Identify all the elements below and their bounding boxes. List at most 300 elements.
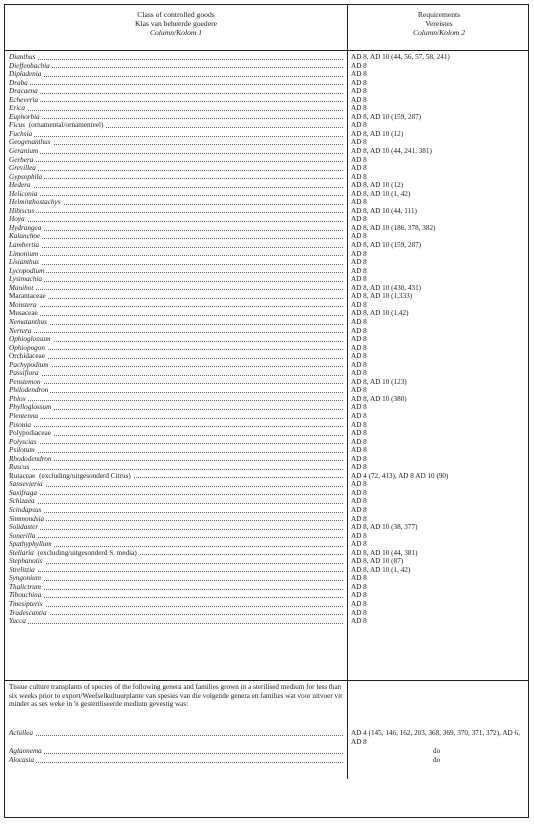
- goods-class-name: Sonerilla: [9, 531, 36, 540]
- requirement-cell: AD 4 (72, 413), AD 8 AD 10 (90): [351, 471, 449, 480]
- table-row: [5, 446, 530, 455]
- goods-class-name: Ophiopogon: [9, 343, 45, 352]
- goods-class-name: Stellaria: [9, 548, 34, 557]
- requirement-cell: AD 8: [351, 369, 367, 378]
- goods-class-cell: [9, 104, 343, 113]
- column-2-header: [348, 10, 530, 37]
- table-row: [5, 429, 530, 438]
- goods-class-name: Marantaceae: [9, 292, 46, 301]
- requirement-cell: AD 8: [351, 591, 367, 600]
- dot-leader: [9, 59, 343, 60]
- goods-class-cell: [9, 241, 343, 250]
- requirement-cell: AD 8: [351, 164, 367, 173]
- goods-class-name: Stephanotis: [9, 557, 43, 566]
- requirement-cell: AD 4 (145, 146, 162, 203, 368, 369, 370, 371, 372), AD 6, AD 8: [351, 729, 520, 746]
- goods-class-cell: [9, 480, 343, 489]
- requirement-cell: AD 8: [351, 317, 367, 326]
- dot-leader: [9, 349, 343, 350]
- table-row: [5, 224, 530, 233]
- dot-leader: [9, 153, 343, 154]
- goods-class-name: Strelitzia: [9, 565, 35, 574]
- table-row: [5, 591, 530, 600]
- goods-class-name: Nematanthus: [9, 317, 47, 326]
- table-row: [5, 549, 530, 558]
- table-row: [5, 87, 530, 96]
- dot-leader: [9, 298, 343, 299]
- table-row: [5, 275, 530, 284]
- requirement-cell: AD 8, AD 10 (1, 42): [351, 189, 411, 198]
- goods-class-name: Penstemon: [9, 377, 41, 386]
- goods-class-name: Schizaea: [9, 497, 35, 506]
- table-row: [5, 480, 530, 489]
- goods-class-cell: [9, 147, 343, 156]
- ditto-mark: do: [433, 756, 441, 765]
- table-row: [5, 301, 530, 310]
- goods-class-cell: [9, 369, 343, 378]
- goods-class-name: Limonium: [9, 249, 39, 258]
- goods-class-cell: [9, 292, 343, 301]
- requirement-cell: AD 8: [351, 608, 367, 617]
- requirement-cell: AD 8, AD 10 (123): [351, 377, 407, 386]
- goods-class-name: Philodendron: [9, 386, 49, 395]
- requirement-cell: AD 8: [351, 249, 367, 258]
- goods-class-name: Spathyphyllum: [9, 540, 52, 549]
- requirement-cell: AD 8, AD 10 (12): [351, 129, 404, 138]
- requirement-cell: AD 8, AD 10 (1,42): [351, 309, 409, 318]
- goods-class-name: Geogenanthus: [9, 138, 51, 147]
- goods-class-name: Tmesipteris: [9, 600, 43, 608]
- requirement-cell: AD 8: [351, 343, 367, 352]
- requirement-cell: AD 8: [351, 505, 367, 514]
- dot-leader: [9, 383, 343, 384]
- tissue-culture-intro: Tissue culture transplants of species of the following genera and families grown in a sterilised medium for less than six weeks prior to export/Weefselkultuurplante van spesies van die volgende genera en families wat voor uitvoer vir minder as ses weke in 'n gesteriliseerde medium gevestig was:: [9, 683, 343, 709]
- table-row: [5, 489, 530, 498]
- requirement-cell: AD 8: [351, 446, 367, 455]
- dot-leader: [9, 494, 343, 495]
- goods-class-cell: [9, 138, 343, 147]
- table-row: [5, 756, 530, 765]
- dot-leader: [9, 101, 343, 102]
- dot-leader: [9, 503, 343, 504]
- goods-class-cell: [9, 53, 343, 62]
- table-row: [5, 232, 530, 241]
- goods-class-cell: [9, 557, 343, 566]
- goods-class-name: Nertera: [9, 326, 32, 335]
- goods-class-name: Gypsophila: [9, 172, 43, 181]
- dot-leader: [9, 118, 343, 119]
- goods-class-name: Achillea: [9, 729, 33, 737]
- table-row: [5, 284, 530, 293]
- dot-leader: [9, 247, 343, 248]
- goods-class-cell: [9, 609, 343, 618]
- goods-class-cell: [9, 463, 343, 472]
- table-row: [5, 96, 530, 105]
- goods-class-cell: [9, 617, 343, 626]
- column-2-number: Column/Kolom 2: [412, 28, 466, 37]
- table-row: [5, 147, 530, 156]
- dot-leader: [9, 435, 343, 436]
- requirement-cell: AD 8: [351, 70, 367, 79]
- goods-class-cell: [9, 489, 343, 498]
- goods-class-name: Pientenna: [9, 411, 39, 420]
- table-row: [5, 395, 530, 404]
- goods-class-cell: [9, 87, 343, 96]
- table-row: [5, 378, 530, 387]
- goods-class-cell: [9, 472, 343, 481]
- requirement-cell: AD 8: [351, 95, 367, 104]
- goods-class-cell: [9, 232, 343, 241]
- dot-leader: [9, 366, 343, 367]
- requirement-cell: AD 8: [351, 463, 367, 472]
- requirement-cell: AD 8: [351, 326, 367, 335]
- goods-class-cell: [9, 164, 343, 173]
- requirement-cell: AD 8, AD 10 (380): [351, 394, 407, 403]
- dot-leader: [9, 306, 343, 307]
- table-row: [5, 215, 530, 224]
- table-row: [5, 198, 530, 207]
- requirement-cell: AD 8: [351, 420, 367, 429]
- dot-leader: [9, 762, 343, 763]
- goods-class-qualifier: (excluding/uitgesonderd S. media): [35, 548, 137, 557]
- requirement-cell: AD 8, AD 10 (87): [351, 557, 404, 566]
- goods-class-qualifier: (ornamental/ornamenteel): [26, 121, 104, 130]
- goods-class-cell: [9, 130, 343, 139]
- requirement-cell: AD 8: [351, 335, 367, 344]
- goods-class-cell: [9, 747, 343, 756]
- goods-class-name: Tibouchina: [9, 591, 42, 600]
- requirement-cell: AD 8, AD 10 (12): [351, 181, 404, 190]
- goods-class-name: Hydrangea: [9, 223, 42, 232]
- column-1-number: Column/Kolom 1: [149, 28, 203, 37]
- goods-class-name: Hibiscus: [9, 206, 35, 215]
- goods-class-name: Heliconia: [9, 189, 38, 198]
- goods-class-name: Lysimachia: [9, 275, 42, 284]
- dot-leader: [9, 76, 343, 77]
- goods-class-name: Syngonium: [9, 574, 41, 583]
- table-row: [5, 532, 530, 541]
- requirement-cell: AD 8: [351, 403, 367, 412]
- goods-class-cell: [9, 344, 343, 353]
- table-row: [5, 79, 530, 88]
- goods-class-cell: [9, 574, 343, 583]
- goods-class-cell: [9, 96, 343, 105]
- table-row: [5, 583, 530, 592]
- goods-class-cell: [9, 173, 343, 182]
- table-row: [5, 472, 530, 481]
- requirement-cell: AD 8: [351, 360, 367, 369]
- table-row: [5, 369, 530, 378]
- dot-leader: [9, 324, 343, 325]
- requirement-cell: AD 8, AD 10 (44, 241, 381): [351, 147, 432, 156]
- dot-leader: [9, 400, 343, 401]
- dot-leader: [9, 426, 343, 427]
- goods-class-cell: [9, 335, 343, 344]
- goods-class-qualifier: (excluding/uitgesonderd Citrus): [37, 471, 131, 480]
- goods-class-name: Aglaonema: [9, 747, 42, 755]
- requirement-cell: AD 8: [351, 258, 367, 267]
- goods-class-cell: [9, 591, 343, 600]
- table-row: [5, 403, 530, 412]
- goods-class-name: Dipladenia: [9, 70, 42, 79]
- table-row: [5, 617, 530, 626]
- goods-class-name: Alocasia: [9, 756, 35, 765]
- goods-class-name: Manihot: [9, 283, 34, 292]
- column-2-title-af: Vereistes: [425, 19, 453, 28]
- table-row: [5, 318, 530, 327]
- header-rule: [5, 50, 528, 51]
- goods-class-name: Ruscus: [9, 463, 30, 472]
- table-row: [5, 540, 530, 549]
- table-row: [5, 258, 530, 267]
- requirement-cell: AD 8: [351, 155, 367, 164]
- table-row: [5, 190, 530, 199]
- table-row: [5, 352, 530, 361]
- table-row: [5, 173, 530, 182]
- requirement-cell: AD 8: [351, 429, 367, 438]
- dot-leader: [9, 469, 343, 470]
- goods-class-name: Psilotum: [9, 446, 35, 455]
- goods-class-cell: [9, 756, 343, 765]
- dot-leader: [9, 563, 343, 564]
- dot-leader: [9, 512, 343, 513]
- requirement-cell: AD 8: [351, 488, 367, 497]
- dot-leader: [9, 460, 343, 461]
- dot-leader: [9, 178, 343, 179]
- goods-class-cell: [9, 62, 343, 71]
- requirement-cell: AD 8: [351, 198, 367, 207]
- dot-leader: [9, 614, 343, 615]
- requirement-cell: AD 8, AD 10 (44, 381): [351, 548, 418, 557]
- goods-class-name: Erica: [9, 104, 25, 113]
- requirement-cell: AD 8: [351, 386, 367, 395]
- goods-class-cell: [9, 250, 343, 259]
- goods-class-name: Phlox: [9, 394, 26, 403]
- goods-class-cell: [9, 207, 343, 216]
- ditto-mark: do: [433, 747, 441, 755]
- dot-leader: [9, 144, 343, 145]
- dot-leader: [9, 520, 343, 521]
- dot-leader: [9, 623, 343, 624]
- table-row: [5, 292, 530, 301]
- goods-class-name: Dieffenbachia: [9, 61, 50, 70]
- goods-class-name: Simmondsia: [9, 514, 45, 523]
- dot-leader: [9, 238, 343, 239]
- goods-class-cell: [9, 600, 343, 609]
- requirement-cell: AD 8, AD 10 (44, 111): [351, 206, 417, 215]
- dot-leader: [9, 597, 343, 598]
- goods-class-name: Monstera: [9, 300, 37, 309]
- goods-class-cell: [9, 549, 343, 558]
- goods-class-cell: [9, 113, 343, 122]
- table-row: [5, 156, 530, 165]
- requirement-cell: AD 8: [351, 574, 367, 583]
- table-row: [5, 130, 530, 139]
- requirement-cell: AD 8: [351, 300, 367, 309]
- dot-leader: [9, 332, 343, 333]
- goods-class-name: Orchidaceae: [9, 352, 45, 361]
- table-row: [5, 113, 530, 122]
- requirement-cell: AD 8, AD 10 (159, 287): [351, 112, 422, 121]
- table-row: [5, 506, 530, 515]
- dot-leader: [9, 546, 343, 547]
- dot-leader: [9, 212, 343, 213]
- requirement-cell: AD 8: [351, 617, 367, 626]
- table-row: [5, 523, 530, 532]
- requirement-cell: AD 8, AD 10 (1,333): [351, 292, 413, 301]
- requirement-cell: AD 8: [351, 104, 367, 113]
- requirement-cell: AD 8: [351, 61, 367, 70]
- goods-class-cell: [9, 156, 343, 165]
- dot-leader: [9, 289, 343, 290]
- goods-class-name: Scindapsus: [9, 505, 42, 514]
- goods-class-name: Lycopodium: [9, 266, 45, 275]
- goods-class-cell: [9, 540, 343, 549]
- goods-class-cell: [9, 729, 343, 738]
- goods-class-name: Lambertia: [9, 241, 39, 250]
- goods-class-name: Tradescantia: [9, 608, 47, 617]
- requirement-cell: AD 8, AD 10 (159, 287): [351, 241, 422, 250]
- table-row: [5, 70, 530, 79]
- goods-class-cell: [9, 258, 343, 267]
- goods-class-cell: [9, 532, 343, 541]
- goods-class-cell: [9, 275, 343, 284]
- table-row: [5, 361, 530, 370]
- goods-class-name: Rutaceae: [9, 471, 36, 480]
- goods-class-cell: [9, 395, 343, 404]
- table-row: [5, 250, 530, 259]
- dot-leader: [9, 571, 343, 572]
- table-row: [5, 455, 530, 464]
- requirement-cell: AD 8: [351, 531, 367, 540]
- column-1-title-en: Class of controlled goods: [137, 10, 215, 19]
- column-1-title-af: Klas van beheerde goedere: [134, 19, 217, 28]
- goods-class-cell: [9, 190, 343, 199]
- goods-class-name: Echeveria: [9, 95, 39, 104]
- column-2-title-en: Requirements: [417, 10, 461, 19]
- goods-class-name: Phylloglossum: [9, 403, 52, 412]
- requirement-cell: AD 8: [351, 232, 367, 241]
- goods-class-name: Ophioglossum: [9, 335, 51, 344]
- goods-class-name: Geranium: [9, 147, 39, 156]
- tissue-culture-list: [5, 729, 530, 766]
- goods-class-cell: [9, 583, 343, 592]
- requirement-cell: AD 8: [351, 454, 367, 463]
- goods-class-name: Solidaster: [9, 523, 39, 532]
- dot-leader: [9, 281, 343, 282]
- requirement-cell: AD 8: [351, 138, 367, 147]
- dot-leader: [9, 161, 343, 162]
- goods-class-name: Draba: [9, 78, 28, 87]
- dot-leader: [9, 443, 343, 444]
- table-row: [5, 138, 530, 147]
- goods-class-name: Grevillea: [9, 164, 36, 173]
- requirement-cell: AD 8: [351, 540, 367, 549]
- goods-class-cell: [9, 523, 343, 532]
- goods-class-name: Gerbera: [9, 155, 34, 164]
- requirement-cell: AD 8, AD 10 (186, 378, 382): [351, 223, 436, 232]
- goods-class-name: Sansevieria: [9, 480, 43, 489]
- table-row: [5, 327, 530, 336]
- dot-leader: [9, 452, 343, 453]
- goods-class-cell: [9, 515, 343, 524]
- requirement-cell: AD 8, AD 10 (38, 377): [351, 523, 418, 532]
- requirement-cell: AD 8: [351, 582, 367, 591]
- table-row: [5, 438, 530, 447]
- table-row: [5, 164, 530, 173]
- goods-class-name: Kalanchoe: [9, 232, 41, 241]
- dot-leader: [9, 358, 343, 359]
- dot-leader: [9, 315, 343, 316]
- dot-leader: [9, 418, 343, 419]
- table-row: [5, 515, 530, 524]
- dot-leader: [9, 93, 343, 94]
- dot-leader: [9, 537, 343, 538]
- requirement-cell: AD 8: [351, 497, 367, 506]
- dot-leader: [9, 272, 343, 273]
- goods-class-name: Euphorbia: [9, 112, 40, 121]
- dot-leader: [9, 187, 343, 188]
- goods-class-cell: [9, 403, 343, 412]
- goods-class-name: Hoya: [9, 215, 25, 224]
- goods-class-name: Dracaena: [9, 87, 38, 96]
- dot-leader: [9, 529, 343, 530]
- table-row: [5, 574, 530, 583]
- goods-class-name: Saxifraga: [9, 488, 37, 497]
- requirement-cell: AD 8: [351, 87, 367, 96]
- table-row: [5, 207, 530, 216]
- table-row: [5, 600, 530, 609]
- goods-class-cell: [9, 198, 343, 207]
- requirement-cell: AD 8, AD 10 (44, 56, 57, 58, 241): [351, 53, 450, 61]
- requirement-cell: AD 8: [351, 266, 367, 275]
- goods-class-cell: [9, 412, 343, 421]
- dot-leader: [9, 409, 343, 410]
- goods-class-name: Yucca: [9, 617, 26, 626]
- table-row: [5, 747, 530, 756]
- requirement-cell: AD 8: [351, 600, 367, 608]
- dot-leader: [9, 606, 343, 607]
- table-row: [5, 421, 530, 430]
- goods-class-cell: [9, 352, 343, 361]
- dot-leader: [9, 67, 343, 68]
- requirement-cell: AD 8: [351, 514, 367, 523]
- table-row: [5, 241, 530, 250]
- goods-class-cell: [9, 327, 343, 336]
- goods-class-cell: [9, 446, 343, 455]
- requirement-cell: AD 8: [351, 78, 367, 87]
- table-row: [5, 309, 530, 318]
- table-row: [5, 497, 530, 506]
- goods-class-name: Dianthus: [9, 53, 36, 61]
- table-row: [5, 104, 530, 113]
- goods-class-cell: [9, 301, 343, 310]
- goods-class-name: Helminthostachys: [9, 198, 61, 207]
- goods-class-cell: [9, 438, 343, 447]
- goods-class-name: Hedera: [9, 181, 31, 190]
- goods-class-name: Polyscias: [9, 437, 37, 446]
- requirement-cell: AD 8: [351, 275, 367, 284]
- goods-class-cell: [9, 421, 343, 430]
- table-row: [5, 386, 530, 395]
- goods-class-cell: [9, 70, 343, 79]
- table-row: [5, 609, 530, 618]
- column-1-header: [5, 10, 347, 37]
- requirement-cell: AD 8, AD 10 (1, 42): [351, 565, 411, 574]
- goods-class-cell: [9, 361, 343, 370]
- dot-leader: [9, 110, 343, 111]
- goods-class-name: Rhododendron: [9, 454, 52, 463]
- section-rule: [5, 680, 528, 681]
